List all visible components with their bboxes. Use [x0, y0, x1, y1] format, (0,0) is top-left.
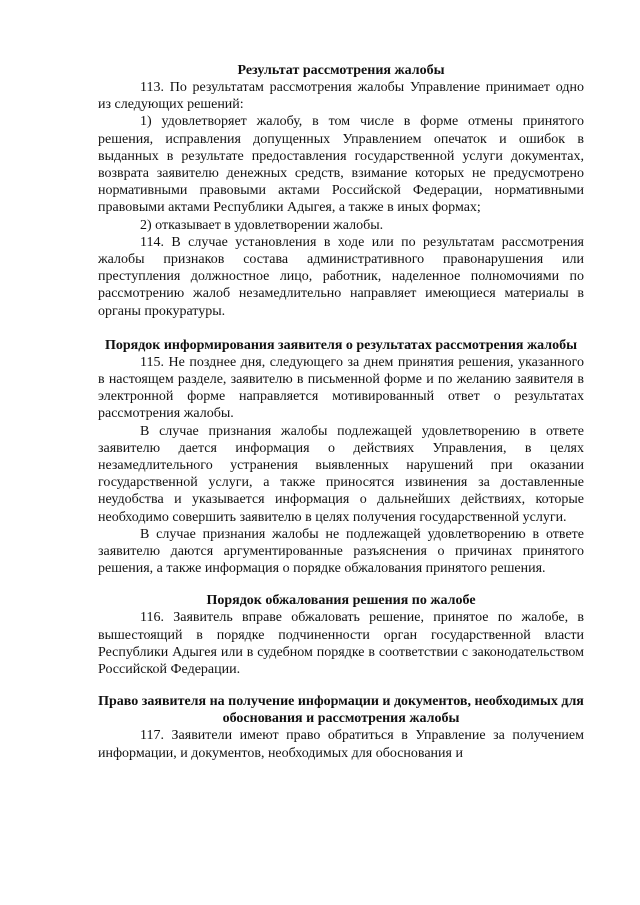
- section-heading-right-to-info: Право заявителя на получение информации и документов, необходимых для обоснования и рассмотрения жалобы: [98, 694, 584, 727]
- paragraph-115-satisfied: В случае признания жалобы подлежащей удовлетворению в ответе заявителю дается информация о действиях Управления, в целях незамедлительного устранения выявленных нарушений при оказании государственной услуги, а также приносятся извинения за доставленные неудобства и указывается информация о дальнейших действиях, которые необходимо совершить заявителю в целях получения государственной услуги.: [98, 423, 584, 525]
- paragraph-117: 117. Заявители имеют право обратиться в Управление за получением информации, и документов, необходимых для обоснования и: [98, 728, 584, 761]
- paragraph-115-rejected: В случае признания жалобы не подлежащей удовлетворению в ответе заявителю даются аргументированные разъяснения о причинах принятого решения, а также информация о порядке обжалования принятого решения.: [98, 526, 584, 577]
- section-heading-informing: Порядок информирования заявителя о результатах рассмотрения жалобы: [104, 337, 578, 353]
- paragraph-114: 114. В случае установления в ходе или по результатам рассмотрения жалобы признаков состава административного правонарушения или преступления должностное лицо, работник, наделенное полномочиями по рассмотрению жалоб незамедлительно направляет имеющиеся материалы в органы прокуратуры.: [98, 234, 584, 319]
- section-spacer: [98, 320, 584, 337]
- paragraph-113-item-1: 1) удовлетворяет жалобу, в том числе в форме отмены принятого решения, исправления допущенных Управлением опечаток и ошибок в выданных в результате предоставления государственной услуги документах, возврата заявителю денежных средств, взимание которых не предусмотрено нормативными правовыми актами Российской Федерации, нормативными правовыми актами Республики Адыгея, а также в иных формах;: [98, 114, 584, 216]
- section-heading-appeal: Порядок обжалования решения по жалобе: [206, 593, 476, 609]
- paragraph-113-item-2: 2) отказывает в удовлетворении жалобы.: [140, 217, 384, 233]
- section-spacer: [98, 577, 584, 592]
- section-heading-result: Результат рассмотрения жалобы: [237, 63, 445, 78]
- paragraph-116: 116. Заявитель вправе обжаловать решение, принятое по жалобе, в вышестоящий в порядке подчиненности орган государственной власти Республики Адыгея или в судебном порядке в соответствии с законодательством Российской Федерации.: [98, 610, 584, 678]
- paragraph-113: 113. По результатам рассмотрения жалобы Управление принимает одно из следующих решений:: [98, 80, 584, 113]
- document-page: [98, 62, 584, 762]
- paragraph-115: 115. Не позднее дня, следующего за днем принятия решения, указанного в настоящем разделе, заявителю в письменной форме и по желанию заявителя в электронной форме направляется мотивированный ответ о результатах рассмотрения жалобы.: [98, 354, 584, 422]
- section-spacer: [98, 678, 584, 693]
